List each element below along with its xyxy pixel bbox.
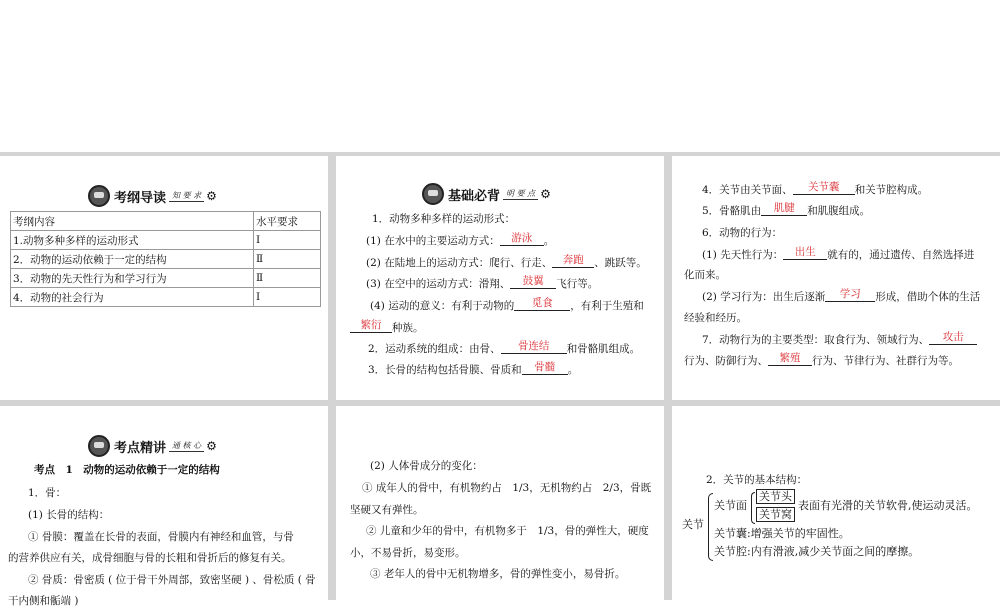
joint-head-label: 关节头 [756, 490, 795, 504]
text-line: (2) 在陆地上的运动方式：爬行、行走、 奔跑 、跳跃等。 [366, 254, 647, 269]
answer-blank: 骨连结 [501, 339, 567, 354]
answer-blank: 攻击 [929, 330, 977, 345]
helmet-icon [422, 183, 444, 205]
joint-socket-label: 关节窝 [756, 508, 795, 522]
text-line: 干内侧和骺端 ) [8, 595, 79, 607]
text-line: 1．动物多种多样的运动形式： [372, 213, 516, 225]
header-subtitle: 通 核 心 [169, 440, 204, 452]
answer-blank: 肌腱 [761, 201, 807, 216]
header-subtitle: 明 要 点 [503, 188, 538, 200]
text-line: 2．关节的基本结构： [706, 474, 808, 486]
text-line: 3．长骨的结构包括骨膜、骨质和 骨髓 。 [368, 361, 579, 376]
text-line: 坚硬又有弹性。 [350, 504, 424, 516]
header-subtitle: 知 要 求 [169, 190, 204, 202]
text-line: 5．骨骼肌由 肌腱 和肌腹组成。 [702, 202, 871, 217]
table-cell: Ⅰ [254, 288, 321, 307]
answer-blank: 觅食 [514, 296, 570, 311]
answer-blank: 繁殖 [768, 351, 812, 366]
table-cell: Ⅱ [254, 269, 321, 288]
panel-syllabus [0, 156, 328, 400]
text-line: (2) 人体骨成分的变化： [370, 460, 483, 472]
answer-blank: 关节囊 [793, 180, 855, 195]
answer-blank: 奔跑 [552, 253, 594, 268]
joint-face-description: 表面有光滑的关节软骨,使运动灵活。 [798, 499, 978, 512]
text-line: 行为、防御行为、 繁殖 行为、节律行为、社群行为等。 [684, 352, 959, 367]
table-header-cell: 考纲内容 [11, 212, 254, 231]
joint-brace [708, 493, 713, 561]
header-title: 考纲导读 [114, 190, 167, 206]
text-line: 化而来。 [684, 269, 726, 281]
table-cell: 3．动物的先天性行为和学习行为 [11, 269, 254, 288]
table-row [11, 250, 321, 269]
answer-blank: 鼓翼 [510, 274, 556, 289]
text-line: (1) 长骨的结构： [28, 509, 110, 521]
panel-key-points [0, 406, 328, 607]
wrench-icon: ⚙ [206, 189, 217, 203]
helmet-icon [88, 435, 110, 457]
syllabus-table [10, 211, 321, 307]
text-line: ③ 老年人的骨中无机物增多，骨的弹性变小，易骨折。 [370, 568, 626, 580]
joint-capsule-text: 关节囊:增强关节的牢固性。 [714, 527, 850, 540]
table-cell: 1.动物多种多样的运动形式 [11, 231, 254, 250]
text-line: (3) 在空中的运动方式：滑翔、 鼓翼 飞行等。 [366, 275, 599, 290]
text-line: (1) 先天性行为： 出生 就有的，通过遗传、自然选择进 [702, 246, 975, 261]
wrench-icon: ⚙ [206, 439, 217, 453]
wrench-icon: ⚙ [540, 187, 551, 201]
joint-root-label: 关节 [682, 518, 704, 531]
text-line: 4．关节由关节面、 关节囊 和关节腔构成。 [702, 181, 929, 196]
text-line: ① 成年人的骨中，有机物约占 1/3，无机物约占 2/3，骨既 [362, 482, 652, 494]
table-header-cell: 水平要求 [254, 212, 321, 231]
text-line: 小，不易骨折，易变形。 [350, 547, 466, 559]
table-cell: 2．动物的运动依赖于一定的结构 [11, 250, 254, 269]
text-line: 2．运动系统的组成：由骨、 骨连结 和骨骼肌组成。 [368, 340, 641, 355]
table-cell: 4．动物的社会行为 [11, 288, 254, 307]
panel-bone-composition [336, 406, 664, 600]
text-line: 7．动物行为的主要类型：取食行为、领域行为、 攻击 [702, 333, 977, 348]
panel-basics-continued [672, 156, 1000, 400]
text-line: (4) 运动的意义：有利于动物的 觅食 ，有利于生殖和 [370, 297, 644, 312]
text-line: 经验和经历。 [684, 312, 747, 324]
text-line: 6．动物的行为： [702, 227, 783, 239]
answer-blank: 出生 [783, 245, 827, 260]
table-row [11, 269, 321, 288]
joint-face-label: 关节面 [714, 499, 747, 512]
helmet-icon [88, 185, 110, 207]
answer-blank: 繁衍 [350, 318, 392, 333]
basics-header [422, 182, 551, 206]
text-line: (2) 学习行为：出生后逐渐 学习 形成，借助个体的生活 [702, 288, 981, 303]
header-title: 基础必背 [448, 188, 501, 204]
panel-joint-structure [672, 406, 1000, 600]
table-cell: Ⅱ [254, 250, 321, 269]
table-row [11, 231, 321, 250]
joint-face-brace [751, 492, 755, 524]
text-line: 1．骨： [28, 487, 67, 499]
joint-cavity-text: 关节腔:内有滑液,减少关节面之间的摩擦。 [714, 545, 920, 558]
text-line: (1) 在水中的主要运动方式： 游泳 。 [366, 232, 555, 247]
answer-blank: 游泳 [500, 231, 544, 246]
text-line: ② 骨质：骨密质 ( 位于骨干外周部，致密坚硬 ) 、骨松质 ( 骨 [28, 574, 316, 586]
text-line: 繁衍 种族。 [350, 321, 424, 336]
text-line: 的营养供应有关，成骨细胞与骨的长粗和骨折后的修复有关。 [8, 552, 292, 564]
panel-basics [336, 156, 664, 400]
header-title: 考点精讲 [114, 440, 167, 456]
answer-blank: 学习 [825, 287, 875, 302]
table-row [11, 288, 321, 307]
syllabus-header [88, 184, 217, 208]
key-points-header [88, 434, 217, 458]
section-heading: 考点 1 动物的运动依赖于一定的结构 [34, 464, 220, 476]
table-cell: Ⅰ [254, 231, 321, 250]
table-header-row [11, 212, 321, 231]
text-line: ① 骨膜：覆盖在长骨的表面，骨膜内有神经和血管，与骨 [28, 531, 294, 543]
answer-blank: 骨髓 [522, 360, 568, 375]
text-line: ② 儿童和少年的骨中，有机物多于 1/3，骨的弹性大，硬度 [366, 525, 649, 537]
